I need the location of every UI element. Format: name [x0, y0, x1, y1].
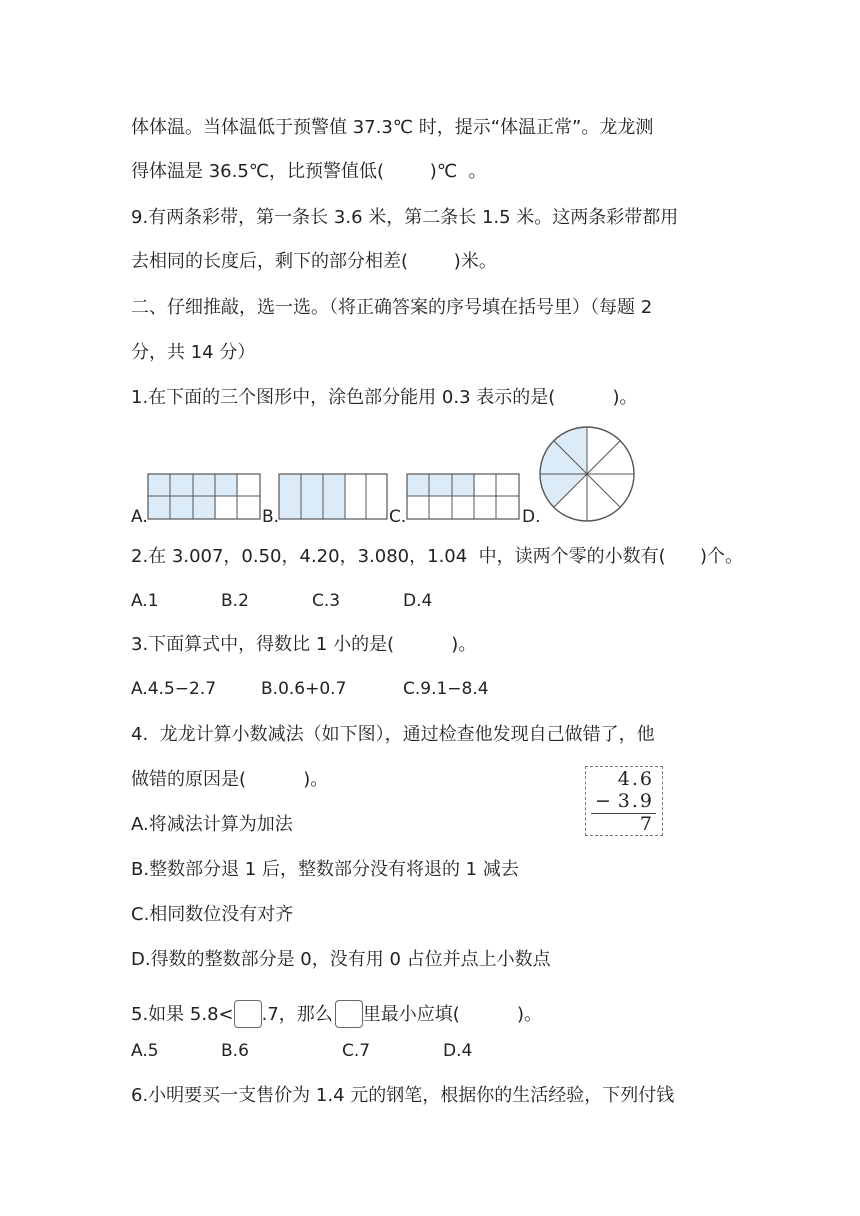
shaded-top-row [407, 474, 475, 496]
shaded-strips [279, 474, 345, 519]
question-4-option-d: D.得数的整数部分是 0，没有用 0 占位并点上小数点 [131, 949, 551, 970]
option-b: B.0.6+0.7 [261, 679, 347, 699]
question-4-line-1: 4. 龙龙计算小数减法（如下图），通过检查他发现自己做错了，他 [131, 724, 655, 745]
option-label-d: D. [522, 507, 541, 527]
q5-suffix: 里最小应填( )。 [362, 1004, 543, 1025]
question-9-line-2: 去相同的长度后，剩下的部分相差( )米。 [131, 251, 497, 272]
figure-c-grid [406, 473, 522, 521]
option-d: D.4 [403, 591, 433, 611]
blank-box [234, 1000, 262, 1028]
option-b: B.6 [221, 1041, 249, 1061]
question-4-option-c: C.相同数位没有对齐 [131, 904, 294, 925]
shaded-sector [540, 474, 587, 507]
figure-a-grid [147, 473, 263, 521]
option-c: C.7 [342, 1041, 371, 1061]
q5-prefix: 5.如果 5.8< [131, 1004, 234, 1025]
vertical-subtraction-figure [585, 766, 663, 836]
option-a: A.1 [131, 591, 159, 611]
option-label-c: C. [389, 507, 407, 527]
option-d: D.4 [443, 1041, 473, 1061]
minus-sign: − [595, 790, 611, 812]
question-2-text: 2.在 3.007，0.50，4.20，3.080，1.04 中，读两个零的小数有( )个。 [131, 546, 744, 567]
option-c: C.3 [312, 591, 341, 611]
minuend: 4.6 [617, 768, 654, 790]
text-line-2: 得体温是 36.5℃，比预警值低( )℃ 。 [131, 161, 487, 182]
option-b: B.2 [221, 591, 249, 611]
question-3-text: 3.下面算式中，得数比 1 小的是( )。 [131, 634, 477, 655]
option-c: C.9.1−8.4 [403, 679, 489, 699]
question-4-line-2: 做错的原因是( )。 [131, 769, 329, 790]
question-1-text: 1.在下面的三个图形中，涂色部分能用 0.3 表示的是( )。 [131, 387, 638, 408]
option-a: A.5 [131, 1041, 159, 1061]
option-a: A.4.5−2.7 [131, 679, 217, 699]
section-2-heading-cont: 分，共 14 分） [131, 342, 256, 363]
question-9-line-1: 9.有两条彩带，第一条长 3.6 米，第二条长 1.5 米。这两条彩带都用 [131, 207, 679, 228]
option-label-b: B. [262, 507, 280, 527]
question-4-option-a: A.将减法计算为加法 [131, 814, 293, 835]
question-5-options [131, 1040, 731, 1062]
text-line-1: 体体温。当体温低于预警值 37.3℃ 时，提示“体温正常”。龙龙测 [131, 117, 654, 138]
option-label-a: A. [131, 507, 148, 527]
subtrahend: 3.9 [617, 790, 654, 812]
blank-box [335, 1000, 363, 1028]
question-6-text: 6.小明要买一支售价为 1.4 元的钢笔，根据你的生活经验，下列付钱 [131, 1085, 675, 1106]
figure-b-strips [278, 473, 390, 521]
section-2-heading: 二、仔细推敲，选一选。（将正确答案的序号填在括号里）（每题 2 [131, 297, 653, 318]
shaded-bottom-row [148, 496, 216, 519]
q5-middle: .7，那么 [261, 1004, 333, 1025]
question-2-options [131, 590, 731, 612]
figure-d-circle [538, 425, 636, 523]
question-3-options [131, 678, 731, 700]
question-5-text [131, 1000, 542, 1028]
question-4-option-b: B.整数部分退 1 后，整数部分没有将退的 1 减去 [131, 859, 519, 880]
result: 7 [639, 813, 652, 835]
